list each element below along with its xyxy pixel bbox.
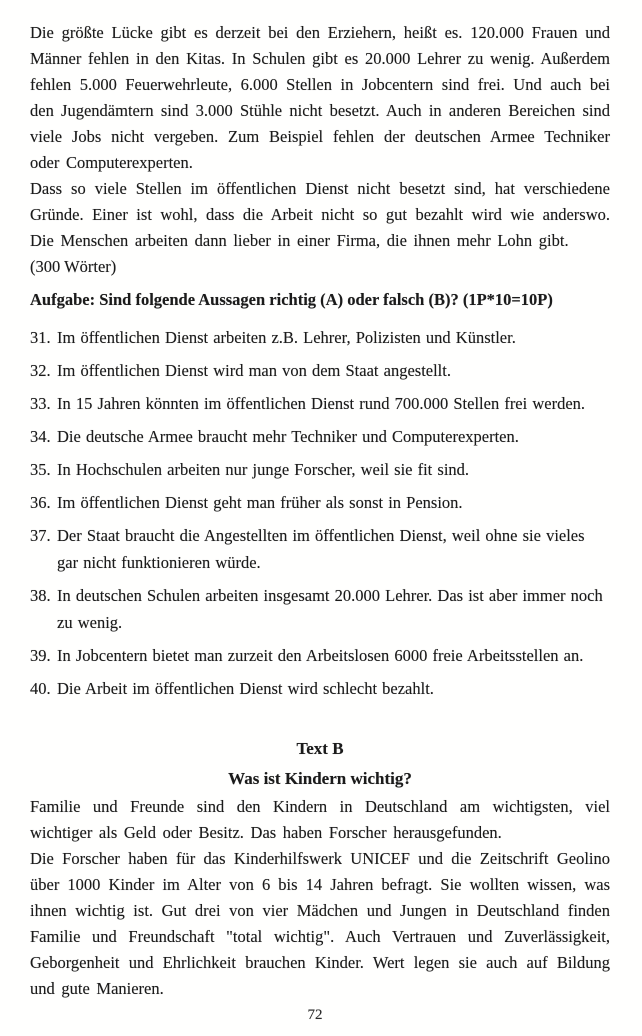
question-text: Im öffentlichen Dienst geht man früher als sonst in Pension. bbox=[57, 493, 463, 512]
task-heading: Aufgabe: Sind folgende Aussagen richtig (A) oder falsch (B)? (1P*10=10P) bbox=[30, 290, 553, 309]
word-count-note: (300 Wörter) bbox=[30, 257, 117, 276]
paragraph-reasons: Dass so viele Stellen im öffentlichen Dienst nicht besetzt sind, hat verschiedene Gründe. Einer ist wohl, dass die Arbeit nicht so gut bezahlt wird wie anderswo. Die Menschen arbeiten dann lieber in einer Firma, die ihnen mehr Lohn gibt. bbox=[30, 179, 610, 250]
question-item-34 bbox=[30, 423, 610, 450]
question-text: Im öffentlichen Dienst wird man von dem Staat angestellt. bbox=[57, 361, 451, 380]
paragraph-staff-shortage: Die größte Lücke gibt es derzeit bei den Erziehern, heißt es. 120.000 Frauen und Männer fehlen in den Kitas. In Schulen gibt es 20.000 Lehrer zu wenig. Außerdem fehlen 5.000 Feuerwehrleute, 6.000 Stellen in Jobcentern sind frei. Und auch bei den Jugendämtern sind 3.000 Stühle nicht besetzt. Auch in anderen Bereichen sind viele Jobs nicht vergeben. Zum Beispiel fehlen der deutschen Armee Techniker oder Computerexperten. bbox=[30, 23, 610, 172]
question-number: 32. bbox=[30, 361, 51, 380]
question-text: Im öffentlichen Dienst arbeiten z.B. Lehrer, Polizisten und Künstler. bbox=[57, 328, 516, 347]
text-b-paragraph-survey: Die Forscher haben für das Kinderhilfswerk UNICEF und die Zeitschrift Geolino über 1000 Kinder im Alter von 6 bis 14 Jahren befragt. Sie wollten wissen, was ihnen wichtig ist. Gut drei von vier Mädchen und Jungen in Deutschland finden Familie und Freundschaft "total wichtig". Auch Vertrauen und Zuverlässigkeit, Geborgenheit und Ehrlichkeit brauchen Kinder. Wert legen sie auch auf Bildung und gute Manieren. bbox=[30, 849, 610, 998]
question-item-37 bbox=[30, 522, 610, 576]
question-item-40 bbox=[30, 675, 610, 702]
question-item-39 bbox=[30, 642, 610, 669]
question-item-33 bbox=[30, 390, 610, 417]
question-text: In Jobcentern bietet man zurzeit den Arbeitslosen 6000 freie Arbeitsstellen an. bbox=[57, 646, 584, 665]
question-number: 39. bbox=[30, 646, 51, 665]
text-b-title: Text B bbox=[296, 739, 344, 758]
question-item-35 bbox=[30, 456, 610, 483]
question-text: Der Staat braucht die Angestellten im öffentlichen Dienst, weil ohne sie vieles gar nicht funktionieren würde. bbox=[57, 526, 585, 572]
question-text: Die deutsche Armee braucht mehr Techniker und Computerexperten. bbox=[57, 427, 519, 446]
question-number: 33. bbox=[30, 394, 51, 413]
question-item-31 bbox=[30, 324, 610, 351]
question-item-38 bbox=[30, 582, 610, 636]
question-item-36 bbox=[30, 489, 610, 516]
question-number: 38. bbox=[30, 586, 51, 605]
question-number: 36. bbox=[30, 493, 51, 512]
question-number: 37. bbox=[30, 526, 51, 545]
question-text: In deutschen Schulen arbeiten insgesamt 20.000 Lehrer. Das ist aber immer noch zu wenig. bbox=[57, 586, 603, 632]
text-b-paragraph-family: Familie und Freunde sind den Kindern in Deutschland am wichtigsten, viel wichtiger als Geld oder Besitz. Das haben Forscher herausgefunden. bbox=[30, 797, 610, 842]
question-number: 35. bbox=[30, 460, 51, 479]
question-text: In 15 Jahren könnten im öffentlichen Dienst rund 700.000 Stellen frei werden. bbox=[57, 394, 586, 413]
question-number: 31. bbox=[30, 328, 51, 347]
text-b-header bbox=[30, 736, 610, 792]
question-text: Die Arbeit im öffentlichen Dienst wird schlecht bezahlt. bbox=[57, 679, 434, 698]
question-number: 34. bbox=[30, 427, 51, 446]
text-b-subtitle: Was ist Kindern wichtig? bbox=[228, 769, 412, 788]
question-item-32 bbox=[30, 357, 610, 384]
question-number: 40. bbox=[30, 679, 51, 698]
page-number: 72 bbox=[307, 1007, 323, 1023]
question-list bbox=[30, 324, 610, 702]
question-text: In Hochschulen arbeiten nur junge Forscher, weil sie fit sind. bbox=[57, 460, 470, 479]
